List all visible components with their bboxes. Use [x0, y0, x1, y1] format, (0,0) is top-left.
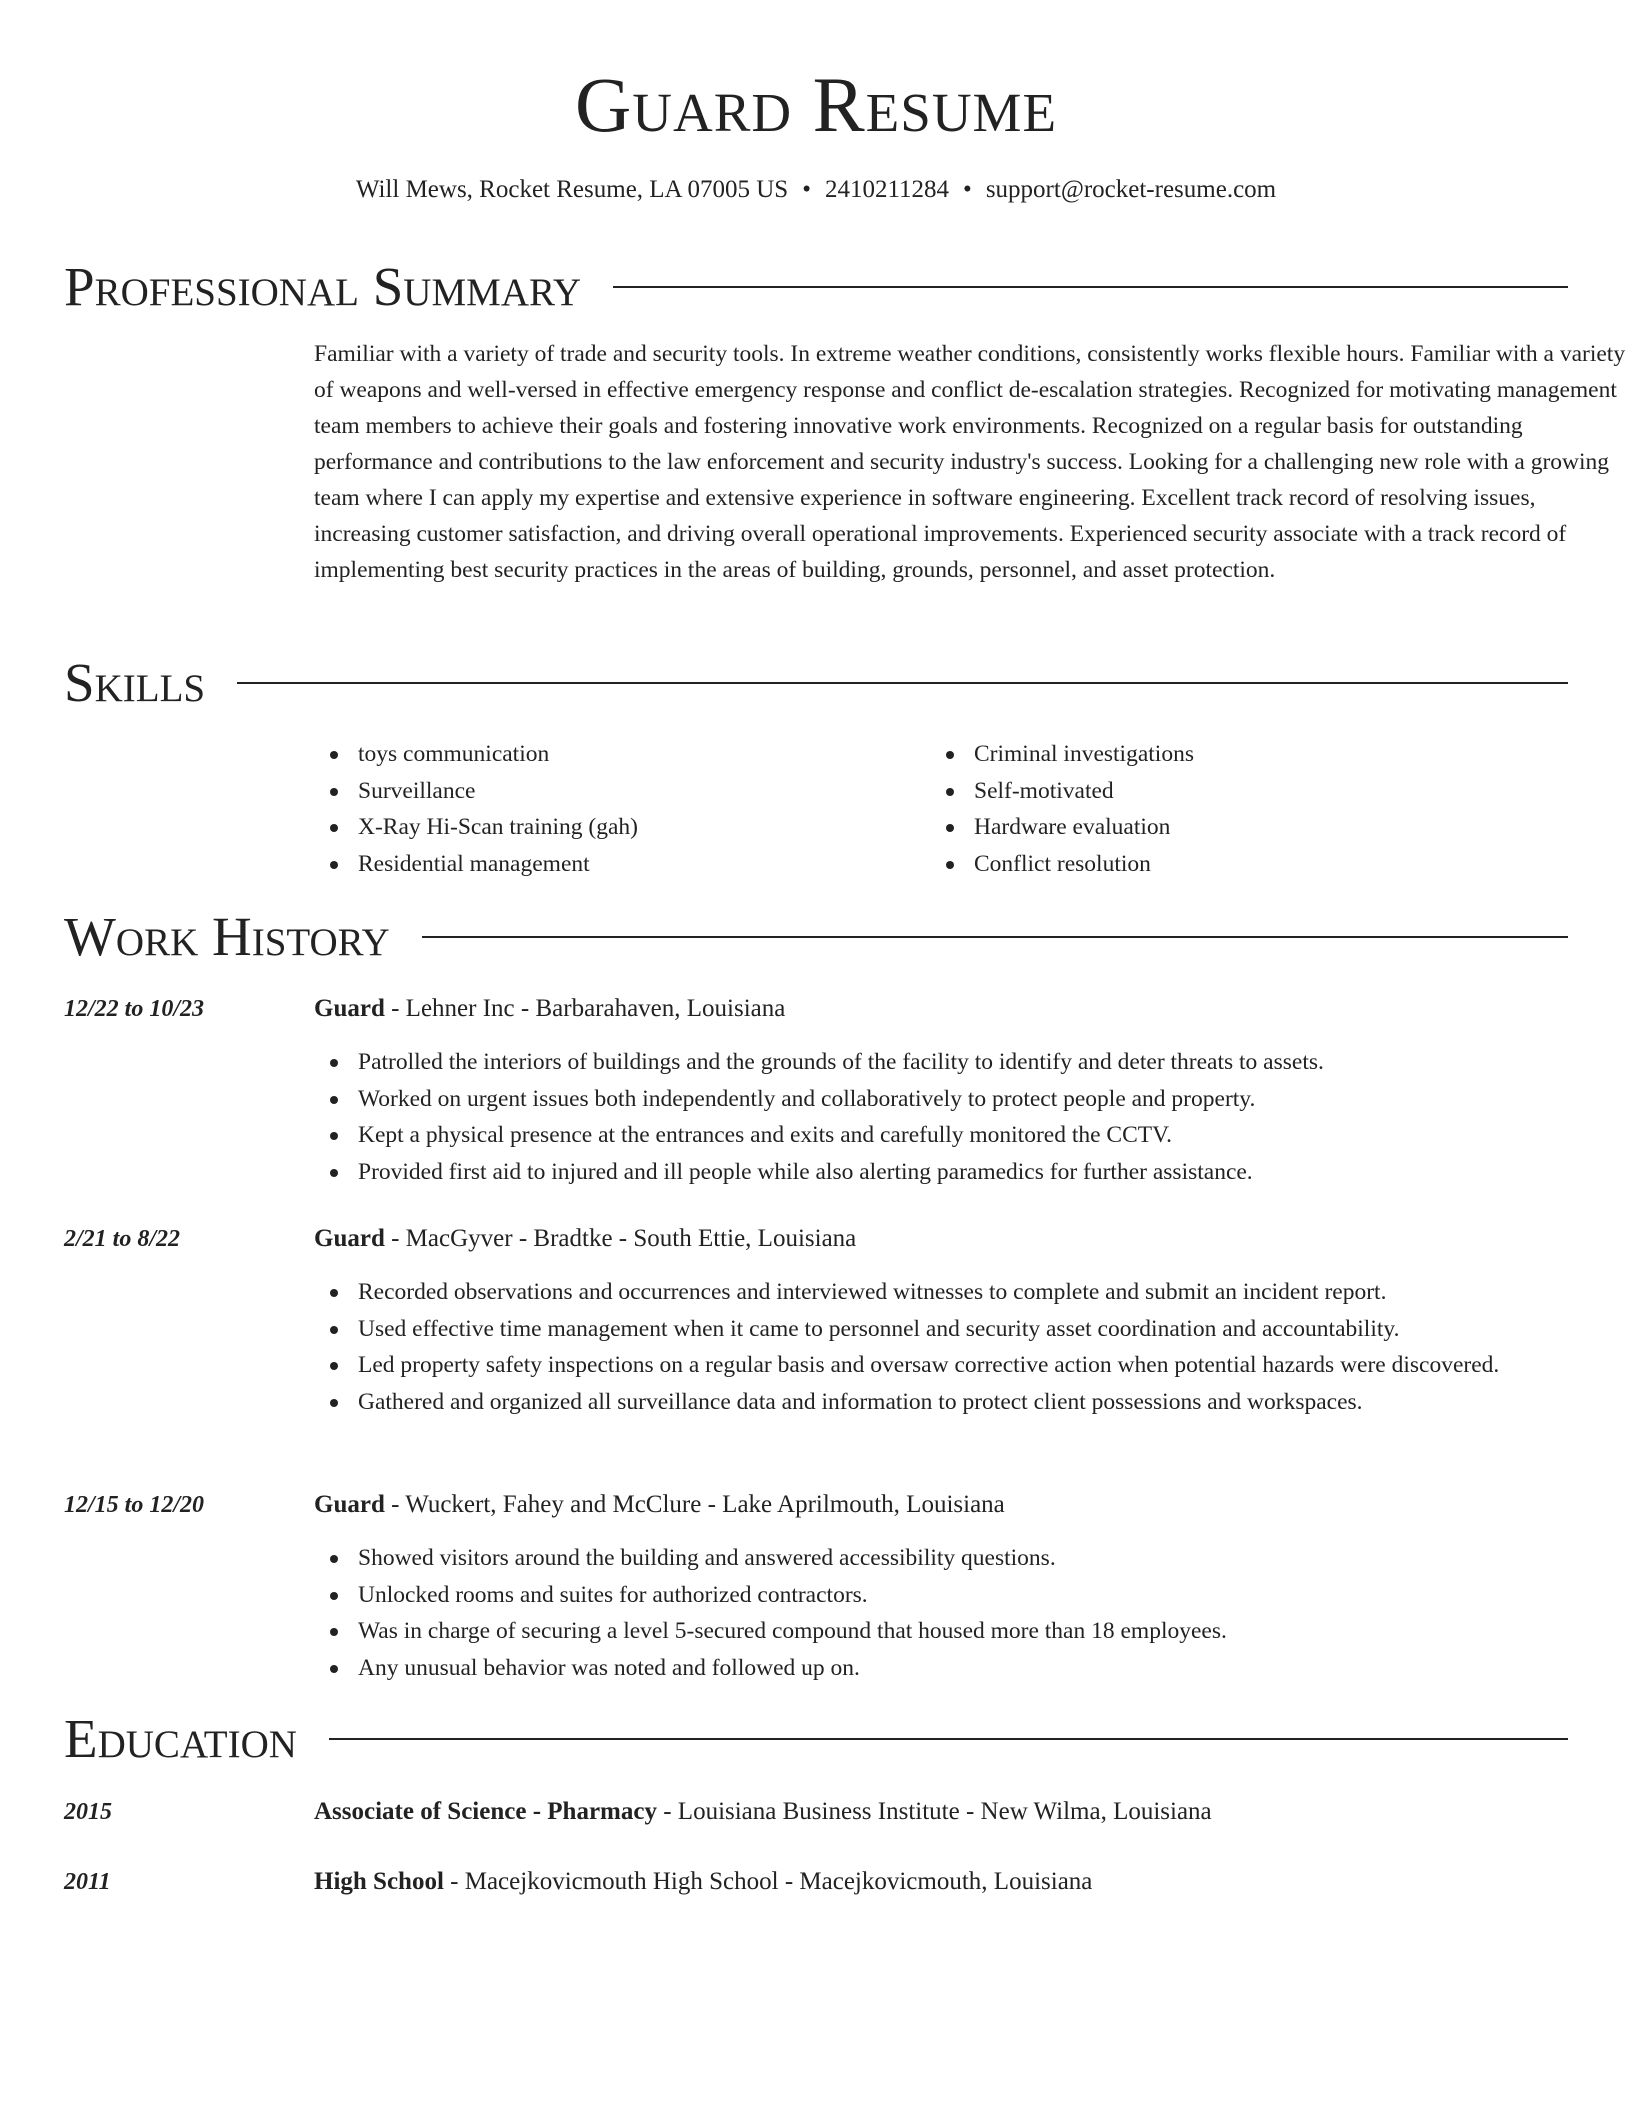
job-employer: - Wuckert, Fahey and McClure - Lake Aprilmouth, Louisiana	[384, 1491, 1005, 1518]
skills-heading: Skills	[64, 652, 206, 713]
job-role: Guard	[314, 995, 385, 1022]
job-dates: 12/22 to 10/23	[64, 996, 205, 1022]
job-bullets	[314, 1274, 1568, 1420]
job-bullets	[314, 1540, 1568, 1686]
job-bullet: Kept a physical presence at the entrances and exits and carefully monitored the CCTV.	[314, 1117, 1568, 1154]
job-bullets	[314, 1044, 1568, 1190]
skill-item: Self-motivated	[930, 773, 1530, 810]
skills-list-left	[314, 736, 914, 882]
education-school: - Louisiana Business Institute - New Wilma, Louisiana	[656, 1798, 1212, 1825]
job-bullet: Provided first aid to injured and ill people while also alerting paramedics for further assistance.	[314, 1154, 1568, 1191]
education-year: 2015	[64, 1799, 112, 1825]
job-title-line	[314, 1487, 1005, 1523]
job-employer: - Lehner Inc - Barbarahaven, Louisiana	[384, 995, 786, 1022]
skill-item: Hardware evaluation	[930, 809, 1530, 846]
job-title-line	[314, 991, 785, 1027]
job-dates: 12/15 to 12/20	[64, 1492, 205, 1518]
job-bullet: Showed visitors around the building and answered accessibility questions.	[314, 1540, 1568, 1577]
contact-phone: 2410211284	[824, 176, 950, 203]
education-year: 2011	[64, 1869, 111, 1895]
skill-item: Criminal investigations	[930, 736, 1530, 773]
job-employer: - MacGyver - Bradtke - South Ettie, Louisiana	[384, 1225, 857, 1252]
contact-address: Will Mews, Rocket Resume, LA 07005 US	[355, 176, 789, 203]
section-divider	[329, 1738, 1568, 1740]
job-role: Guard	[314, 1491, 385, 1518]
resume-title: Guard Resume	[574, 61, 1058, 148]
summary-heading: Professional Summary	[64, 256, 582, 317]
work-heading: Work History	[64, 906, 390, 967]
education-school: - Macejkovicmouth High School - Macejkovicmouth, Louisiana	[443, 1868, 1093, 1895]
job-dates: 2/21 to 8/22	[64, 1226, 181, 1252]
job-bullet: Led property safety inspections on a regular basis and oversaw corrective action when potential hazards were discovered.	[314, 1347, 1568, 1384]
work-section-header	[64, 906, 1568, 968]
job-title-line	[314, 1221, 856, 1257]
education-section-header	[64, 1708, 1568, 1770]
education-heading: Education	[64, 1708, 297, 1769]
job-bullet: Any unusual behavior was noted and followed up on.	[314, 1650, 1568, 1687]
job-role: Guard	[314, 1225, 385, 1252]
section-divider	[613, 286, 1568, 288]
section-divider	[422, 936, 1568, 938]
job-bullet: Used effective time management when it came to personnel and security asset coordination and accountability.	[314, 1311, 1568, 1348]
education-entry	[314, 1864, 1092, 1900]
section-divider	[237, 682, 1568, 684]
job-bullet: Gathered and organized all surveillance data and information to protect client possessions and workspaces.	[314, 1384, 1568, 1421]
job-bullet: Was in charge of securing a level 5-secured compound that housed more than 18 employees.	[314, 1613, 1568, 1650]
skill-item: X-Ray Hi-Scan training (gah)	[314, 809, 914, 846]
job-bullet: Patrolled the interiors of buildings and the grounds of the facility to identify and deter threats to assets.	[314, 1044, 1568, 1081]
contact-separator: •	[802, 176, 811, 203]
skill-item: toys communication	[314, 736, 914, 773]
contact-line	[64, 172, 1568, 208]
skills-list-right	[930, 736, 1530, 882]
contact-email: support@rocket-resume.com	[985, 176, 1277, 203]
job-bullet: Recorded observations and occurrences and interviewed witnesses to complete and submit an incident report.	[314, 1274, 1568, 1311]
skill-item: Residential management	[314, 846, 914, 883]
summary-text: Familiar with a variety of trade and security tools. In extreme weather conditions, consistently works flexible hours. Familiar with a variety of weapons and well-versed in effective emergency response and conflict de-escalation strategies. Recognized for motivating management team members to achieve their goals and fostering innovative work environments. Recognized on a regular basis for outstanding performance and contributions to the law enforcement and security industry's success. Looking for a challenging new role with a growing team where I can apply my expertise and extensive experience in software engineering. Excellent track record of resolving issues, increasing customer satisfaction, and driving overall operational improvements. Experienced security associate with a track record of implementing best security practices in the areas of building, grounds, personnel, and asset protection.	[314, 341, 1626, 583]
education-degree: High School	[314, 1868, 444, 1895]
education-entry	[314, 1794, 1212, 1830]
skills-section-header	[64, 652, 1568, 714]
skill-item: Surveillance	[314, 773, 914, 810]
job-bullet: Worked on urgent issues both independently and collaboratively to protect people and property.	[314, 1081, 1568, 1118]
job-bullet: Unlocked rooms and suites for authorized contractors.	[314, 1577, 1568, 1614]
education-degree: Associate of Science - Pharmacy	[314, 1798, 657, 1825]
contact-separator: •	[963, 176, 972, 203]
skill-item: Conflict resolution	[930, 846, 1530, 883]
summary-section-header	[64, 256, 1568, 318]
